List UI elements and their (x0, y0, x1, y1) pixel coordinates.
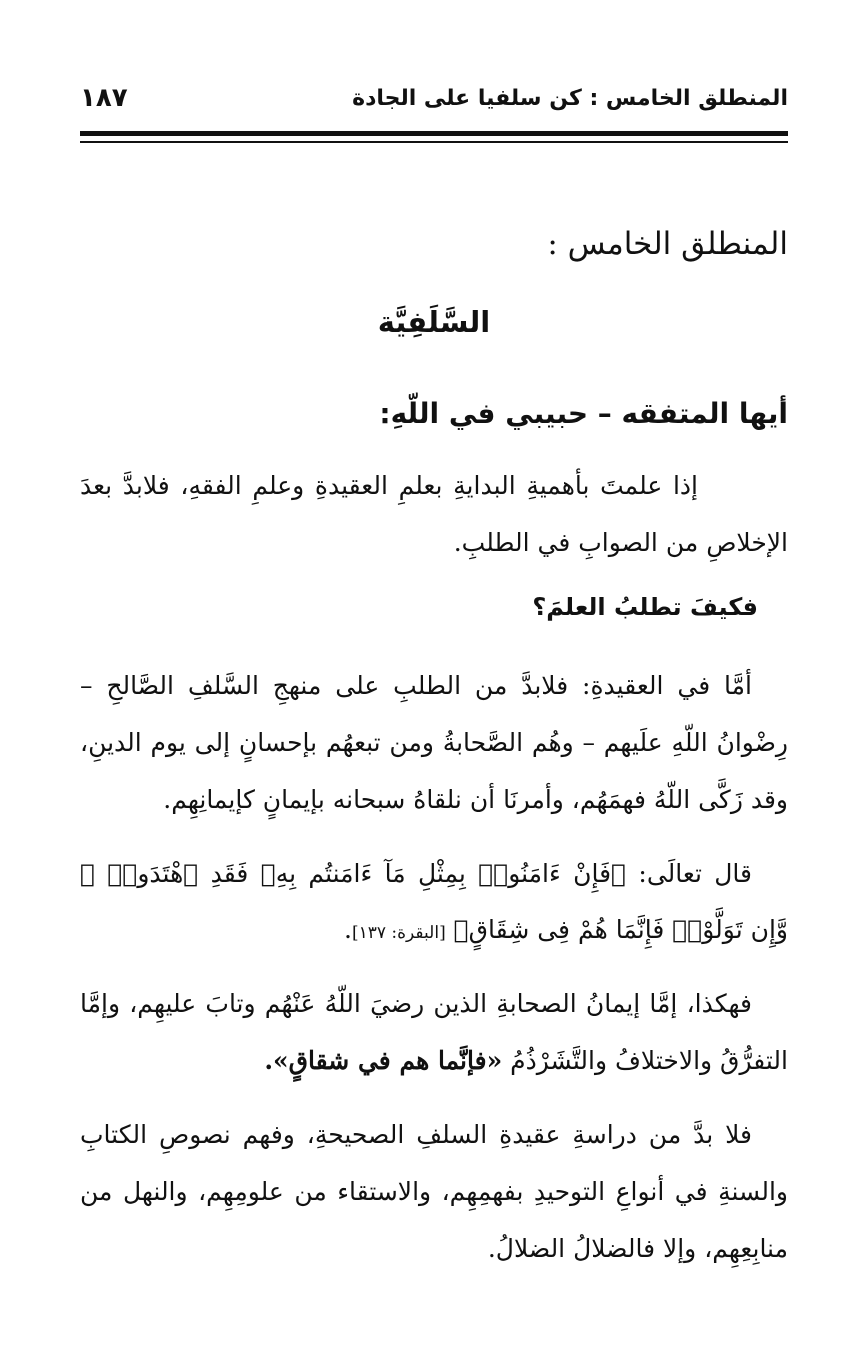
sahaba-text: فهكذا، إمَّا إيمانُ الصحابةِ الذين رضيَ اللّهُ عَنْهُم وتابَ عليهِم، وإمَّا التفرُّقُ والاختلافُ والتَّشَرْذُمُ (80, 989, 788, 1075)
header-rule-thick (80, 131, 788, 136)
paragraph-quran-verse (80, 846, 788, 961)
verse-reference: [البقرة: ١٣٧] (351, 923, 446, 943)
running-title: المنطلق الخامس : كن سلفيا على الجادة (352, 85, 788, 111)
sahaba-quote: «فإنَّما هم في شقاقٍ». (264, 1046, 503, 1075)
section-question: فكيفَ تطلبُ العلمَ؟ (532, 593, 758, 621)
paragraph-sahaba (80, 975, 788, 1089)
verse-end: . (344, 915, 352, 944)
paragraph-intro: إذا علمتَ بأهميةِ البدايةِ بعلمِ العقيدةِ وعلمِ الفقهِ، فلابدَّ بعدَ الإخلاصِ من الصوابِ في الطلبِ. (80, 471, 788, 557)
chapter-title: السَّلَفِيَّة (377, 305, 491, 339)
running-header (80, 78, 788, 118)
header-rule-thin (80, 141, 788, 143)
paragraph-conclusion: فلا بدَّ من دراسةِ عقيدةِ السلفِ الصحيحةِ، وفهم نصوصِ الكتابِ والسنةِ في أنواعِ التوحيدِ بفهمِهِم، والاستقاء من علومِهِم، والنهل من منابِعِهِم، وإلا فالضلالُ الضلالُ. (80, 1120, 788, 1263)
verse-text: قال تعالَى: ﴿فَإِنْ ءَامَنُوا۟ بِمِثْلِ مَآ ءَامَنتُم بِهِۦ فَقَدِ ٱهْتَدَوا۟ ۖ وَّإِن تَوَلَّوْا۟ فَإِنَّمَا هُمْ فِى شِقَاقٍ﴾ (80, 859, 788, 944)
chapter-label: المنطلق الخامس : (547, 226, 788, 262)
page-number: ١٨٧ (80, 83, 128, 113)
paragraph-aqeedah: أمَّا في العقيدةِ: فلابدَّ من الطلبِ على منهجِ السَّلفِ الصَّالحِ – رِضْوانُ اللّهِ علَيهم – وهُم الصَّحابةُ ومن تبعهُم بإحسانٍ إلى يوم الدينِ، وقد زَكَّى اللّهُ فهمَهُم، وأمرنَا أن نلقاهُ سبحانه بإيمانٍ كإيمانِهِم. (80, 671, 788, 814)
section-address: أيها المتفقه – حبيبي في اللّهِ: (379, 397, 788, 430)
